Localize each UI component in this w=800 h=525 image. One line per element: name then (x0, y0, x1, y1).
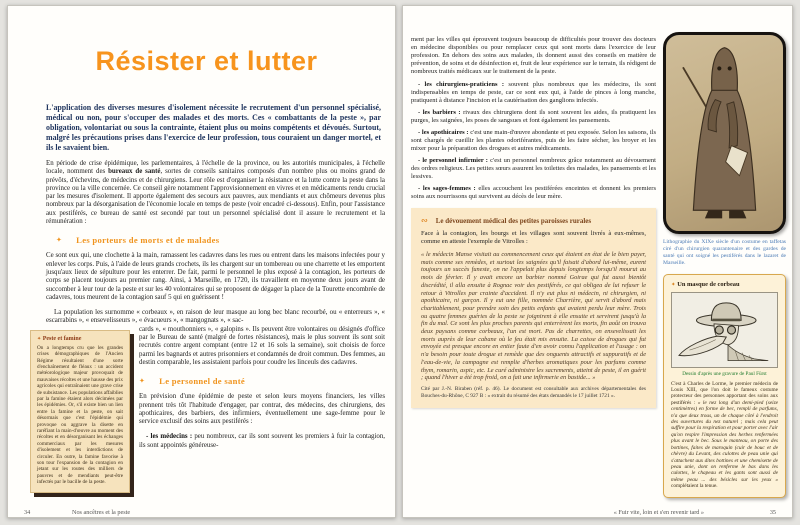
sidebar-box-text: On a longtemps cru que les grandes crises démographiques de l'Ancien Régime résultaient d'une sorte d'enchaînement de fléaux : un accident météorologique majeur provoquait de mauvaises récoltes et une hausse des prix agricoles qui entraînaient une grave crise de subsistance. Les populations affaiblies par la famine étaient alors décimées par les épidémies. Or, s'il existe bien un lien entre la famine et la peste, on sait désormais que c'est l'épidémie qui provoque ou aggrave la disette en raréfiant la main-d'œuvre au moment des récoltes et en désorganisant les échanges commerciaux par les mesures d'isolement et les interdictions de circuler. En outre, la famine favorise à son tour l'expansion de la contagion en jetant sur les routes des milliers de pauvres et de mendiants peut-être infectés par le bacille de la peste. (37, 344, 123, 486)
sidebar-box-title-text: Peste et famine (42, 335, 82, 342)
sidebar-box-masque-de-corbeau (663, 274, 786, 498)
quote-box-title-text: Le dévouement médical des petites paroisses rurales (435, 216, 592, 225)
item-text-sages-femmes: elles accouchent les pestiférées enceintes et donnent les premiers soins aux nourrissons qui survivent au décès de leur mère. (411, 185, 656, 200)
paragraph-bureaux-de-sante (46, 160, 385, 226)
right-sidebar-column (663, 32, 786, 498)
paragraph-sages-femmes (411, 185, 656, 201)
paragraph-porteurs-1: Ce sont eux qui, une clochette à la main, ramassent les cadavres dans les rues ou entrent dans les maisons infectées pour y enlever les corps. Puis, à l'aide de leurs grands crochets, ils les chargent sur un tombereau ou une charrette et les emportent jusqu'aux lieux de sépulture pour les enterrer. De fait, parmi le personnel le plus exposé à la contagion, les porteurs de corps se placent toujours au premier rang. Ainsi, à Marseille, en 1720, ils travaillent en moyenne deux jours avant de succomber à leur tour de la peste et sur les 40 volontaires qui se proposent de dégager la place de la Tourette encombrée de cadavres, tous meurent de la contagion sauf 5 qui en guérissent ! (46, 252, 386, 301)
item-lead-barbiers: - les barbiers : (418, 109, 461, 116)
paragraph-personnel-intro: En prévision d'une épidémie de peste et selon leurs moyens financiers, les villes prennent très tôt l'habitude d'engager, par contrat, des médecins, des chirurgiens, des apothicaires, des barbiers, des infirmiers, éventuellement une sage-femme pour le service exclusif des soins aux pestiférés : (139, 393, 385, 426)
quote-box-title (421, 216, 646, 225)
beak-mask-engraving (671, 292, 778, 368)
item-text-medecins: peu nombreux, car ils sont souvent les premiers à fuir la contagion, ils sont appointés généreuse- (139, 433, 386, 449)
plague-doctor-lithograph (663, 32, 786, 234)
running-title: Nos ancêtres et la peste (72, 509, 131, 516)
page-left (7, 5, 396, 518)
mask-box-title-text: Un masque de corbeau (677, 280, 740, 288)
item-lead-sages-femmes: - les sages-femmes : (418, 185, 476, 192)
quote-box-intro: Face à la contagion, les bourgs et les villages sont souvent livrés à eux-mêmes, comme en atteste l'exemple de Vitrolles : (421, 230, 646, 245)
section-title: Les porteurs de morts et de malades (76, 235, 220, 246)
right-main-column (411, 36, 656, 498)
quote-ornament-icon: ∾ (421, 216, 428, 225)
right-page-columns (411, 36, 786, 498)
page-number: 34 (24, 509, 31, 516)
box-bullet-icon: ✦ (37, 335, 42, 342)
paragraph-medecins-continuation: ment par les villes qui éprouvent toujours beaucoup de difficultés pour trouver des docteurs en médecine disponibles ou pour remplacer ceux qui sont morts dans l'exercice de leur profession. En dehors des soins aux malades, ils donnent aussi des conseils en matière de prévention, de soins et de désinfection et, fruit de leur expérience sur le terrain, ils rédigent de nombreux traités médicaux sur le traitement de la peste. (411, 36, 656, 75)
mask-box-text (671, 381, 778, 490)
plague-doctor-figure (666, 35, 783, 231)
box-bullet-icon: ✦ (671, 281, 676, 288)
item-lead-chirurgiens: - les chirurgiens-praticiens : (418, 81, 504, 88)
quote-box-quote: « le médecin Manse visitait au commencement ceux qui étaient en état de le bien payer, mais comme ses remèdes, et surtout les saignées qu'il faisait d'abord lui-même, eurent toujours un succès funeste, on ne l'appelait plus depuis longtemps lorsqu'il mourut au mois de février. Il y avait encore un barbier nommé Goirae qui fut aussi bientôt discrédité, il alla ensuite à Rognac voir des pestiférés, ce qui obligea de lui refuser le retour à Vitrolles par crainte d'accident. Il n'y eut plus ni médecin, ni chirurgien, ni apothicaire, ni garçon. Il y eut une fille, nommée Charrière, qui servit d'abord mais charitablement, pour prendre soin des petits enfants qui avaient perdu leur mère. Trois ou quatre femmes guéries de la peste se joignirent à elle ensuite et servirent jusqu'à la fin du mal. Ce sont les plus proches parents qui enterrèrent les morts, fin août on trouva deux paysans comme corbeaux, l'un est mort. Pas de charrettes, on ensevelissait les morts auprès de leur cabane où le feu était mis ensuite. La caisse de drogues qui fut envoyée est presque encore en entier faute d'en avoir connu l'application et l'usage : on n'a besoin pour toute drogue et remède que des onguents attractifs et suppuratifs et de l'eau-de-vie, la campagne est remplie d'herbes aromatiques pour les parfums comme thym, romarin, aspic, etc. Le curé administre les sacrements, atteint de peste, il en guérit ; quand l'hiver a été trop froid, on a fait une infirmerie en bastide... » (421, 251, 646, 382)
mask-text-quote: « le nez long d'un demi-pied (seize centimètres) en forme de bec, rempli de parfums, n'a que deux trous, un de chaque côté à l'endroit des ouvertures du nez naturel ; mais cela peut suffire pour la respiration et pour porter avec l'air qu'on respire l'impression des herbes renfermées plus avant le bec. Sous le manteau, on porte des bottines, faites de maroquin (cuir de bouc et de chèvre) du Levant, des culottes de peau unie qui s'attachent aux dites bottines et une chemisette de peau unie, dont on renferme le bas dans les culottes, le chapeau et les gants sont aussi de même peau ... des bésicles sur les yeux » (671, 399, 778, 483)
paragraph-apothicaires (411, 129, 656, 153)
section-header-porteurs (56, 235, 385, 245)
intro-paragraph: L'application des diverses mesures d'isolement nécessite le recrutement d'un personnel spécialisé, médical ou non, pour s'occuper des malades et des morts. Ces « combattants de la peste », par obligation, volontariat ou sous la contrainte, étaient plus ou moins compétents et dévoués. Surtout, malgré les précautions prises dans l'exercice de leur profession, tous couraient un danger mortel, et ils le savaient bien. (46, 103, 381, 152)
section-title: Le personnel de santé (159, 376, 245, 387)
paragraph-infirmier (411, 157, 656, 181)
lithograph-caption: Lithographie du XIXe siècle d'un costume en taffetas ciré d'un chirurgien quarantenaire et des gardes de santé qui ont soigné les pestiférés dans le lazaret de Marseille. (663, 239, 786, 266)
paragraph-barbiers (411, 109, 656, 125)
item-lead-medecins: - les médecins : (146, 433, 193, 441)
page-number: 35 (769, 509, 776, 516)
section-ornament-icon: ✦ (56, 236, 63, 245)
item-lead-infirmier: - le personnel infirmier : (418, 157, 488, 164)
item-text-infirmier: c'est un personnel nombreux grâce notamment au dévouement des ordres religieux. Les petites sœurs assurent les toilettes des malades, les pansements et les lessives. (411, 157, 656, 180)
section-header-personnel-de-sante (139, 376, 385, 386)
running-title: « Fuir vite, loin et s'en revenir tard » (613, 509, 704, 516)
sidebar-box-title (37, 336, 123, 342)
item-text-barbiers: rivaux des chirurgiens dont ils sont souvent les aides, ils pratiquent les purges, les saignées, les poses de sangsues et font également les pansements. (411, 109, 656, 124)
beak-mask-figure (672, 293, 777, 367)
section-ornament-icon: ✦ (139, 377, 146, 386)
paragraph-surnoms-narrow: cards », « mouthonniers », « galopins ». Ils peuvent être volontaires ou désignés d'office par le Bureau de santé (malgré de fortes résistances), mais le plus souvent ils sont soit recrutés contre argent comptant (entre 12 et 16 sols la semaine), soit choisis de force parmi les bagnards et autres prisonniers et condamnés de droit commun. Des femmes, au destin comparable, les assistaient parfois pour coudre les linceuls des cadavres. (139, 325, 385, 366)
sidebar-box-peste-et-famine (30, 330, 130, 493)
paragraph-surnoms-wide: La population les surnomme « corbeaux », en raison de leur masque au long bec blanc recourbé, ou « enterreurs », « escarrabins », « ensevelisseurs », « évacueurs », « mangognats », « sac- (46, 309, 385, 325)
page-right (402, 5, 793, 518)
paragraph-text: En période de crise épidémique, les parlementaires, à l'échelle de la province, ou les autorités municipales, à l'échelle locale, nomment des (46, 160, 385, 176)
quote-box-devouement (411, 208, 656, 408)
paragraph-text: , sortes de conseils sanitaires composés d'un nombre plus ou moins grand de prévôts, d'échevins, de médecins et de chirurgiens. Leur rôle est d'organiser la résistance et la lutte contre la peste dans la province ou la ville concernée. Ce conseil gère notamment l'approvisionnement en vivres et en médicaments rendu crucial par les mesures d'isolement. Il apporte également des secours aux pauvres, aux mendiants et aux chômeurs devenus plus nombreux par la désorganisation de l'économie locale en temps de peste (voir encadré ci-dessous). Enfin, pour l'assistance aux pestiférés, ce bureau de santé est secondé par tout un personnel spécialisé dont il assure le recrutement et la rémunération : (46, 168, 386, 226)
item-text-chirurgiens: souvent plus nombreux que les médecins, ils sont indispensables en temps de peste, car ce sont eux qui, à l'aide de pinces à long manche, pratiquent à distance l'incision et la cautérisation des ganglions infectés. (411, 81, 656, 104)
mask-figure-caption: Dessin d'après une gravure de Paul Fürst (682, 370, 767, 377)
bold-term-bureaux-de-sante: bureaux de santé (108, 168, 161, 176)
mask-text-pre: C'est à Charles de Lorme, le premier médecin de Louis XIII, que l'on doit le fameux costume protecteur des personnes apportant des soins aux pestiférés : (671, 380, 778, 406)
page-title: Résister et lutter (95, 46, 318, 76)
quote-box-citation: Cité par J.-N. Biraben (réf. p. 46). Le document est consultable aux archives départementales des Bouches-du-Rhône, C 927 B : « extrait du résumé des états demandés le 17 juillet 1721 ». (421, 385, 646, 399)
item-lead-apothicaires: - les apothicaires : (418, 129, 469, 136)
mask-text-post: complétaient la tenue. (671, 483, 718, 490)
paragraph-chirurgiens (411, 81, 656, 105)
item-text-apothicaires: c'est une main-d'œuvre abondante et peu exposée. Selon les saisons, ils sont chargés de cueillir les plantes odoriférantes, puis de les faire sécher, les broyer et les mixer pour la préparation des drogues et autres médicaments. (411, 129, 656, 152)
mask-box-title (671, 281, 778, 288)
